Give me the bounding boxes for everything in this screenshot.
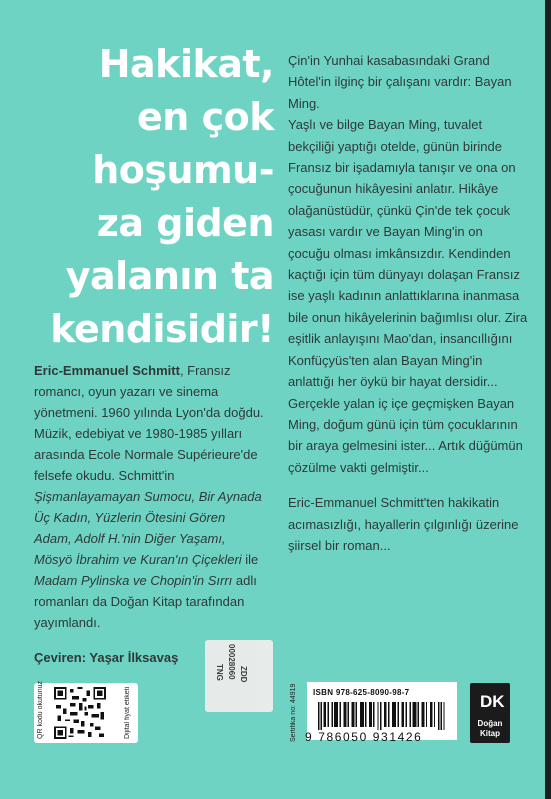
qr-code-icon [54, 687, 106, 739]
logo-line: Doğan [477, 719, 503, 728]
synopsis-paragraph: Eric-Emmanuel Schmitt'ten hakikatin acımasızlığı, hayallerin çılgınlığı üzerine şiirsel bir roman... [288, 495, 519, 553]
bio-books-2: Madam Pylinska ve Chopin'in Sırrı [34, 573, 233, 588]
headline-line: kendisidir! [50, 307, 274, 351]
author-bio [34, 360, 264, 633]
headline-quote [34, 38, 274, 356]
price-sticker [205, 640, 273, 712]
synopsis [288, 50, 528, 556]
headline-line: Hakikat, [98, 42, 274, 86]
synopsis-paragraph: Yaşlı ve bilge Bayan Ming, tuvalet bekçiliği yaptığı otelde, günün birinde Fransız bir işadamıyla tanışır ve ona on çocuğunun hikâyesini anlatır. Hikâye olağanüstüdür, çünkü Çin'de tek çocuk yasası vardır ve Bayan Ming'in on çocuğu olması imkânsızdır. Kendinden kaçtığı için tüm dünyayı dolaşan Fransız ise yaşlı kadının anlattıklarına inanmasa bile onun hikâyelerinin bağımlısı olur. Zira eşitlik anlayışını Mao'dan, insancıllığını Konfüçyüs'ten alan Bayan Ming'in anlattığı her öykü bir hayat dersidir... Gerçekle yalan iç içe geçmişken Bayan Ming, doğum günü için tüm çocuklarının bir araya gelmesini ister... Artık düğümün çözülme vakti gelmiştir... [288, 117, 528, 475]
isbn-text: ISBN 978-625-8090-98-7 [313, 688, 410, 697]
barcode-digits: 9 786050 931426 [305, 730, 423, 744]
headline-line: en çok [137, 95, 274, 139]
bio-text-2: ile [241, 552, 259, 567]
translator-credit: Çeviren: Yaşar İlksavaş [34, 650, 179, 665]
headline-line: yalanın ta [65, 254, 274, 298]
sticker-text: 00028060 [227, 644, 236, 680]
qr-code-box[interactable] [34, 683, 138, 743]
headline-line: hoşumu- [92, 148, 274, 192]
sticker-text: TNG [215, 664, 224, 681]
headline-line: za giden [96, 201, 274, 245]
cover-edge [545, 0, 551, 799]
synopsis-paragraph: Çin'in Yunhai kasabasındaki Grand Hôtel'in ilginç bir çalışanı vardır: Bayan Ming. [288, 53, 512, 111]
logo-line: Kitap [480, 729, 500, 738]
bio-text-3: adlı romanları da Doğan Kitap tarafından yayımlandı. [34, 573, 257, 630]
certificate-number: Sertifika no: 44919 [290, 683, 297, 742]
dk-logo-icon: DK [480, 692, 505, 711]
sticker-text: ZDD [239, 666, 248, 683]
qr-label-price: Dijital fiyat etiketi [124, 686, 131, 739]
bio-books: Şişmanlayamayan Sumocu, Bir Aynada Üç Kadın, Yüzlerin Ötesini Gören Adam, Adolf H.'nin Diğer Yaşamı, Mösyö İbrahim ve Kuran'ın Çiçekleri [34, 489, 262, 567]
bio-text: , Fransız romancı, oyun yazarı ve sinema yönetmeni. 1960 yılında Lyon'da doğdu. Müzik, edebiyat ve 1980-1985 yılları arasında Ecole Normale Supérieure'de felsefe okudu. Schmitt'in [34, 363, 264, 483]
qr-label: QR kodu okutunuz [37, 681, 44, 739]
author-name: Eric-Emmanuel Schmitt [34, 363, 180, 378]
barcode-icon [318, 702, 446, 730]
publisher-logo [470, 683, 510, 743]
